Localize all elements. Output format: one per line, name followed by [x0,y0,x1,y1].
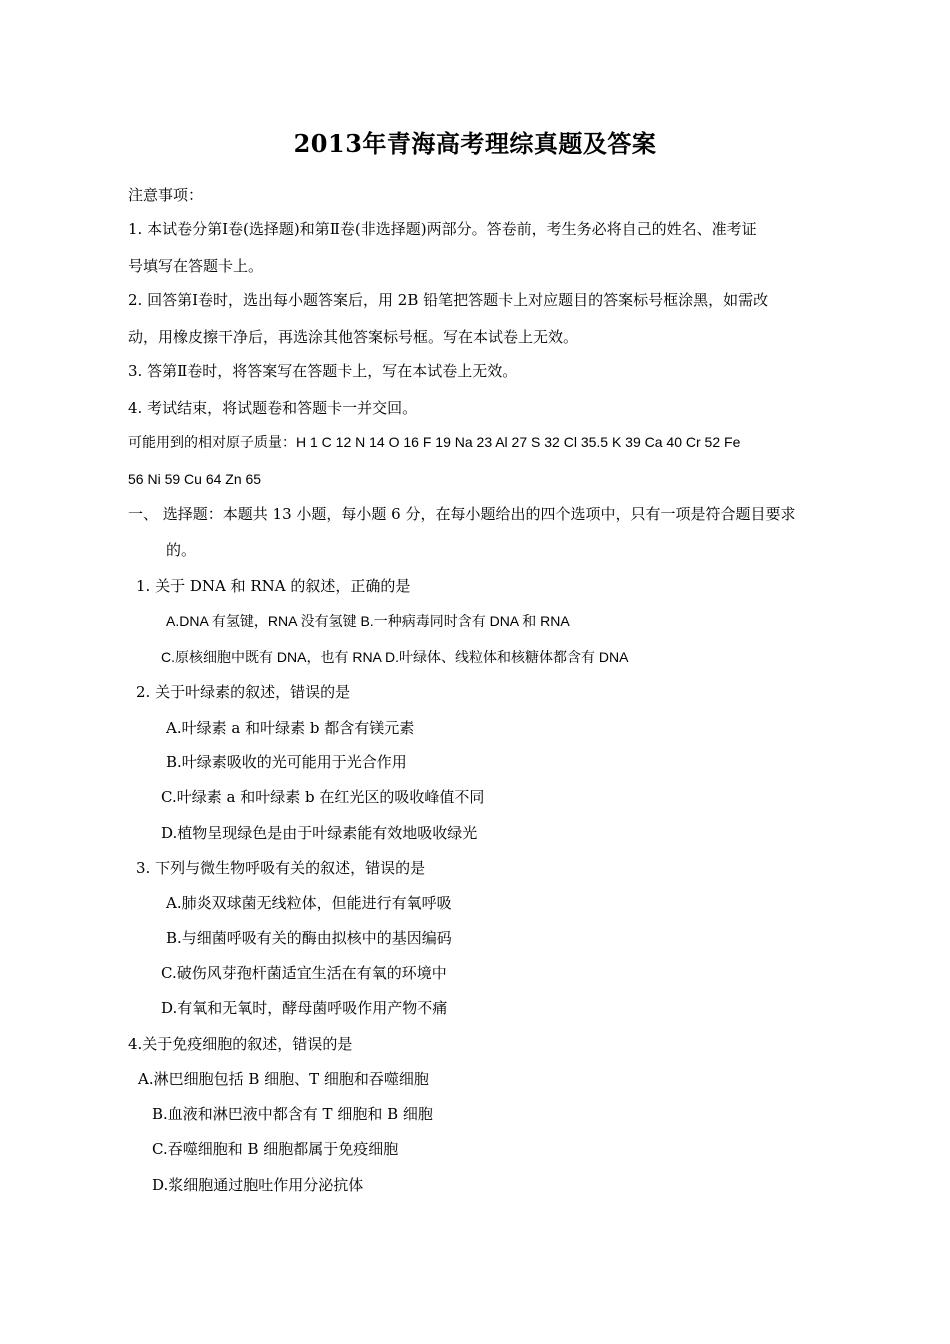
question-4-option-a: A.淋巴细胞包括 B 细胞、T 细胞和吞噬细胞 [138,1070,429,1088]
question-3-stem: 3. 下列与微生物呼吸有关的叙述，错误的是 [136,859,426,877]
question-1-options-cd: C.原核细胞中既有 DNA，也有 RNA D.叶绿体、线粒体和核糖体都含有 DNA [161,649,629,665]
notice-item-1-cont: 号填写在答题卡上。 [128,257,264,275]
question-1-options-ab: A.DNA 有氢键，RNA 没有氢键 B.一种病毒同时含有 DNA 和 RNA [166,613,570,629]
notice-item-3: 3. 答第Ⅱ卷时，将答案写在答题卡上，写在本试卷上无效。 [128,362,518,380]
question-3-option-b: B.与细菌呼吸有关的酶由拟核中的基因编码 [166,929,452,947]
question-2-stem: 2. 关于叶绿素的叙述，错误的是 [136,683,351,701]
notice-heading: 注意事项： [128,186,204,204]
atomic-mass-line-cont: 56 Ni 59 Cu 64 Zn 65 [128,471,262,487]
question-3-option-c: C.破伤风芽孢杆菌适宜生活在有氧的环境中 [161,964,447,982]
notice-item-4: 4. 考试结束，将试题卷和答题卡一并交回。 [128,399,418,417]
question-3-option-d: D.有氧和无氧时，酵母菌呼吸作用产物不痛 [161,999,448,1017]
section-heading-cont: 的。 [166,541,197,559]
atomic-mass-line: 可能用到的相对原子质量：H 1 C 12 N 14 O 16 F 19 Na 23 Al 27 S 32 Cl 35.5 K 39 Ca 40 Cr 52 Fe [128,434,741,450]
question-2-option-c: C.叶绿素 a 和叶绿素 b 在红光区的吸收峰值不同 [161,788,485,806]
question-4-option-d: D.浆细胞通过胞吐作用分泌抗体 [152,1176,364,1194]
question-4-stem: 4.关于免疫细胞的叙述，错误的是 [128,1035,353,1053]
section-heading: 一、 选择题：本题共 13 小题，每小题 6 分，在每小题给出的四个选项中，只有一项是符合题目要求 [128,505,796,523]
notice-item-2: 2. 回答第Ⅰ卷时，选出每小题答案后，用 2B 铅笔把答题卡上对应题目的答案标号框涂黑，如需改 [128,291,769,309]
page-title: 2013年青海高考理综真题及答案 [293,129,657,158]
notice-item-2-cont: 动，用橡皮擦干净后，再选涂其他答案标号框。写在本试卷上无效。 [128,328,579,346]
notice-item-1: 1. 本试卷分第Ⅰ卷(选择题)和第Ⅱ卷(非选择题)两部分。答卷前，考生务必将自己的姓名、准考证 [128,220,757,238]
question-2-option-d: D.植物呈现绿色是由于叶绿素能有效地吸收绿光 [161,824,478,842]
question-4-option-c: C.吞噬细胞和 B 细胞都属于免疫细胞 [152,1140,399,1158]
question-1-stem: 1. 关于 DNA 和 RNA 的叙述，正确的是 [136,577,411,595]
question-4-option-b: B.血液和淋巴液中都含有 T 细胞和 B 细胞 [152,1105,433,1123]
question-3-option-a: A.肺炎双球菌无线粒体，但能进行有氧呼吸 [166,894,452,912]
question-2-option-a: A.叶绿素 a 和叶绿素 b 都含有镁元素 [166,719,415,737]
question-2-option-b: B.叶绿素吸收的光可能用于光合作用 [166,753,407,771]
